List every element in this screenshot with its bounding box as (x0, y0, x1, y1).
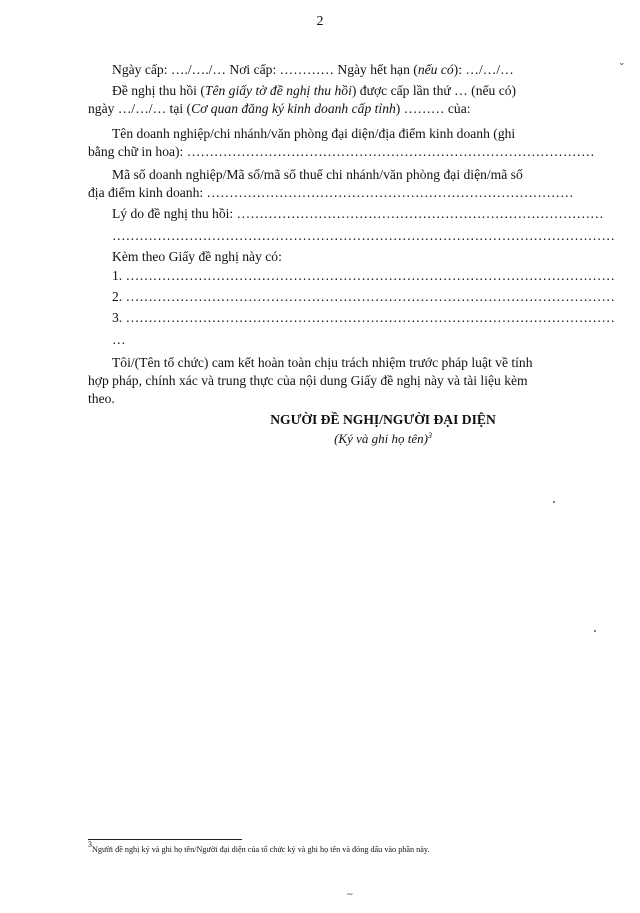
revoke-reason-field: Lý do đề nghị thu hồi: ……………………………………………………………………… (112, 206, 604, 221)
signature-note: (Ký và ghi họ tên)$^3$ (334, 431, 432, 446)
scan-speck (553, 501, 555, 503)
revoke-request-line: Đề nghị thu hồi (Tên giấy tờ đề nghị thu hồi) được cấp lần thứ … (nếu có) (112, 83, 517, 98)
issue-date-line: Ngày cấp: …./…./… Nơi cấp: ………… Ngày hết hạn (nếu có): …/…/… (112, 62, 514, 77)
business-name-label: Tên doanh nghiệp/chi nhánh/văn phòng đại diện/địa điểm kinh doanh (ghi (112, 126, 516, 141)
commitment-line-1: Tôi/(Tên tổ chức) cam kết hoàn toàn chịu trách nhiệm trước pháp luật về tính (112, 355, 533, 370)
scan-speck (594, 630, 596, 632)
scan-mark-icon: ⌄ (618, 58, 626, 68)
business-name-field: bằng chữ in hoa): ……………………………………………………………………………… (88, 144, 595, 159)
footnote-marker: 3 (427, 431, 432, 440)
commitment-line-2: hợp pháp, chính xác và trung thực của nội dung Giấy đề nghị này và tài liệu kèm (88, 373, 528, 388)
tax-code-field: địa điểm kinh doanh: ……………………………………………………………………… (88, 185, 574, 200)
tax-code-label: Mã số doanh nghiệp/Mã số/mã số thuế chi nhánh/văn phòng đại diện/mã số (112, 167, 523, 182)
footnote: $^3$Người đề nghị ký và ghi họ tên/Người đại diện của tổ chức ký và ghi họ tên và đóng dấu vào phần này. (88, 840, 430, 854)
attachment-more: … (112, 332, 126, 347)
attachments-heading: Kèm theo Giấy đề nghị này có: (112, 249, 282, 264)
footnote-number: 3 (88, 840, 92, 849)
page-number: 2 (316, 14, 324, 29)
attachment-item-2: 2. ……………………………………………………………………………………………… (112, 289, 615, 304)
footnote-divider (88, 839, 242, 840)
scan-mark-icon: ~ (346, 890, 354, 900)
commitment-line-3: theo. (88, 391, 115, 406)
attachment-item-3: 3. ……………………………………………………………………………………………… (112, 310, 615, 325)
revoke-reason-continuation: ………………………………………………………………………………………………… (112, 228, 615, 243)
attachment-item-1: 1. ……………………………………………………………………………………………… (112, 268, 615, 283)
signature-title: NGƯỜI ĐỀ NGHỊ/NGƯỜI ĐẠI DIỆN (270, 412, 496, 427)
issued-at-line: ngày …/…/… tại (Cơ quan đăng ký kinh doanh cấp tỉnh) ……… của: (88, 101, 471, 116)
